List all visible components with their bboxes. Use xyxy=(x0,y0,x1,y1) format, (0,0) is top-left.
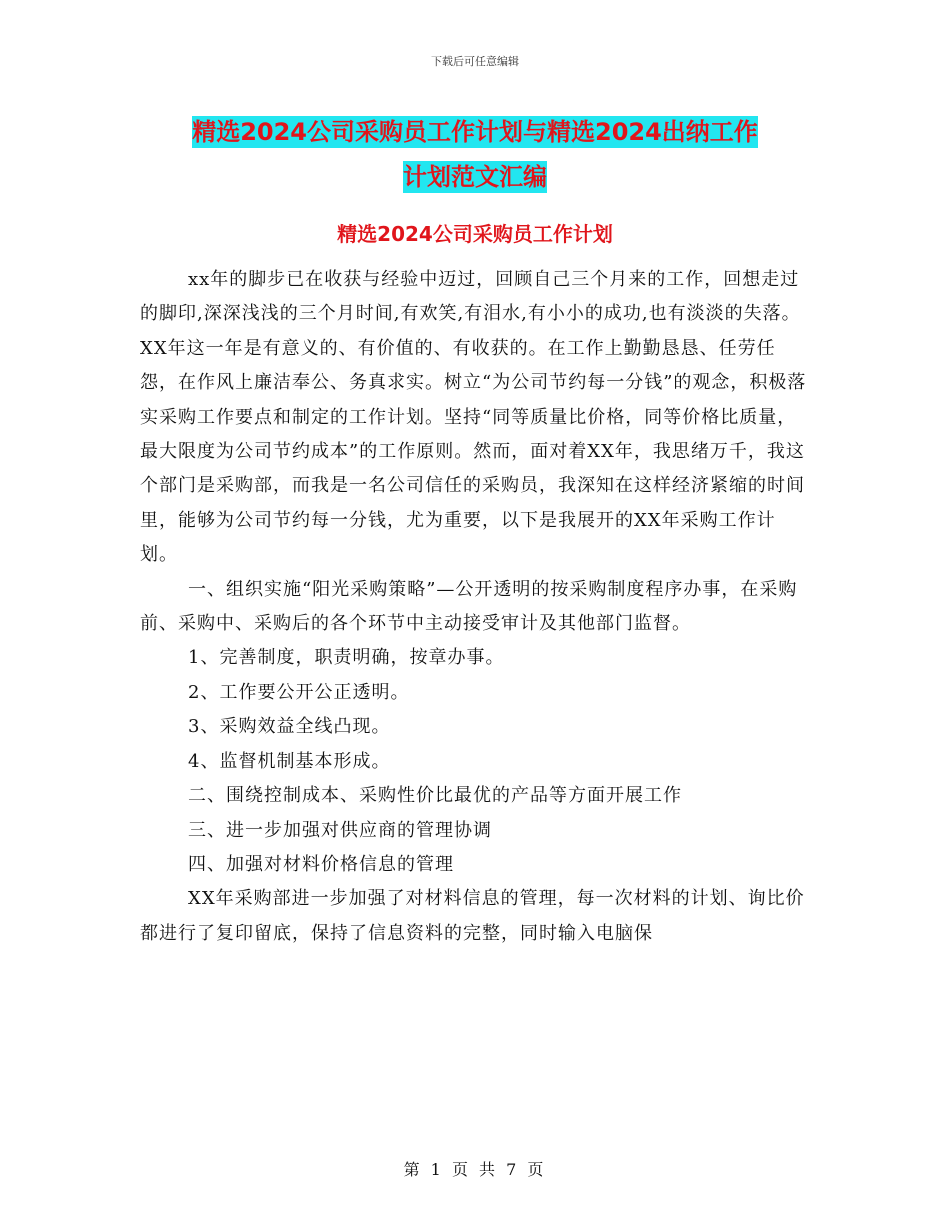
header-note: 下载后可任意编辑 xyxy=(431,55,519,68)
list-item: 4、监督机制基本形成。 xyxy=(188,750,391,772)
title-line-2: 计划范文汇编 xyxy=(403,163,547,191)
section-title: 精选2024公司采购员工作计划 xyxy=(337,222,613,246)
paragraph-point-2: 二、围绕控制成本、采购性价比最优的产品等方面开展工作 xyxy=(188,785,682,807)
paragraph-intro: xx年的脚步已在收获与经验中迈过，回顾自己三个月来的工作，回想走过的脚印,深深浅浅的三个月时间,有欢笑,有泪水,有小小的成功,也有淡淡的失落。XX年这一年是有意义的、有价值的、有收获的。在工作上勤勤恳恳、任劳任怨，在作风上廉洁奉公、务真求实。树立“为公司节约每一分钱”的观念，积极落实采购工作要点和制定的工作计划。坚持“同等质量比价格，同等价格比质量，最大限度为公司节约成本”的工作原则。然而，面对着XX年，我思绪万千，我这个部门是采购部，而我是一名公司信任的采购员，我深知在这样经济紧缩的时间里，能够为公司节约每一分钱，尤为重要，以下是我展开的XX年采购工作计划。 xyxy=(140,269,807,566)
paragraph-point-4: 四、加强对材料价格信息的管理 xyxy=(188,853,454,875)
list-item: 1、完善制度，职责明确，按章办事。 xyxy=(188,647,505,669)
document-title xyxy=(140,110,810,200)
paragraph-point-1: 一、组织实施“阳光采购策略”—公开透明的按采购制度程序办事，在采购前、采购中、采购后的各个环节中主动接受审计及其他部门监督。 xyxy=(140,578,798,635)
page-number: 第 1 页 共 7 页 xyxy=(403,1160,547,1179)
title-line-1: 精选2024公司采购员工作计划与精选2024出纳工作 xyxy=(192,118,758,146)
paragraph-point-3: 三、进一步加强对供应商的管理协调 xyxy=(188,819,492,841)
list-item: 2、工作要公开公正透明。 xyxy=(188,681,410,703)
list-item: 3、采购效益全线凸现。 xyxy=(188,716,391,738)
document-body xyxy=(140,263,812,951)
paragraph-price-info: XX年采购部进一步加强了对材料信息的管理，每一次材料的计划、询比价都进行了复印留底，保持了信息资料的完整，同时输入电脑保 xyxy=(140,888,805,944)
